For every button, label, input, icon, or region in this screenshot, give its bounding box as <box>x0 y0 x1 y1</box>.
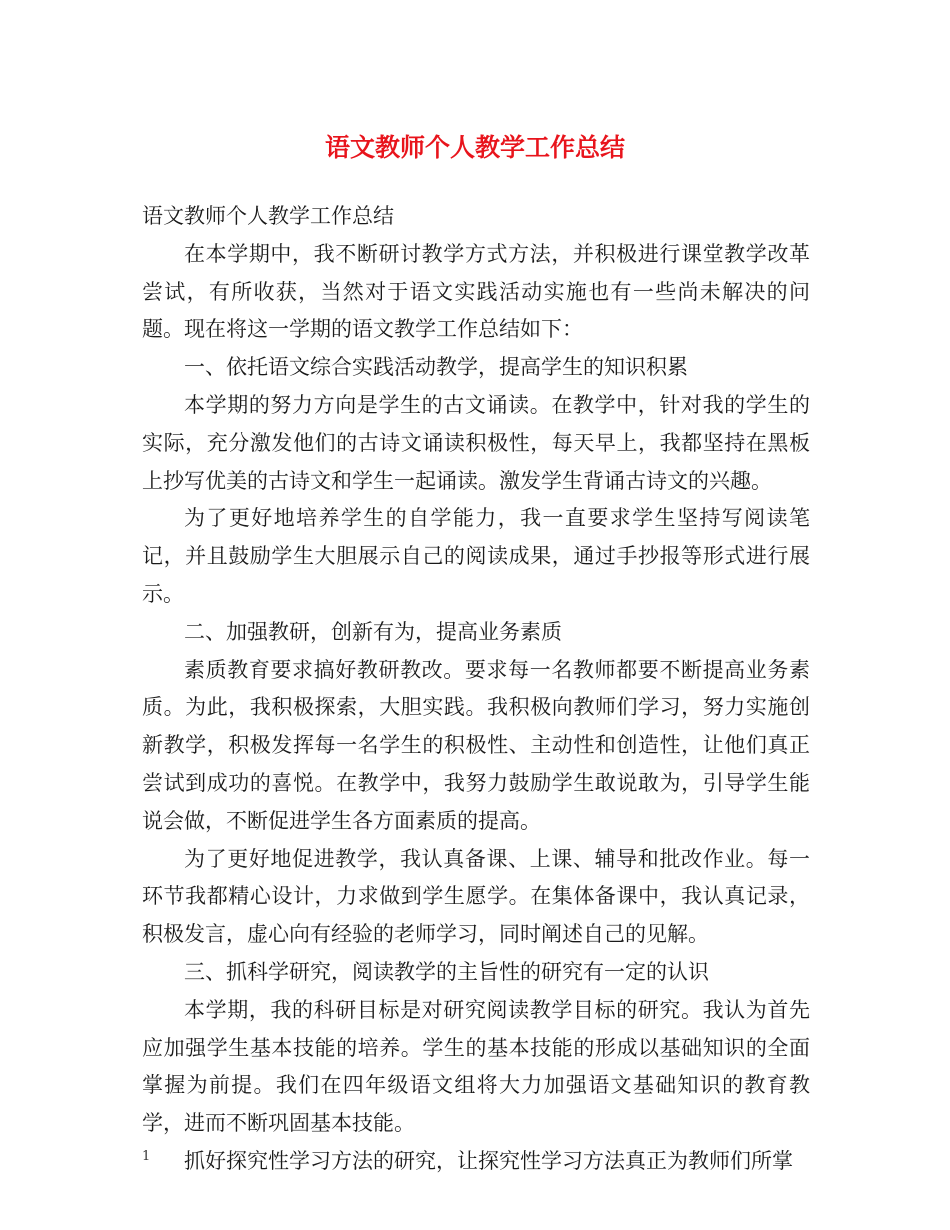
paragraph: 本学期，我的科研目标是对研究阅读教学目标的研究。我认为首先应加强学生基本技能的培养。学生的基本技能的形成以基础知识的全面掌握为前提。我们在四年级语文组将大力加强语文基础知识的教育教学，进而不断巩固基本技能。 <box>142 997 810 1136</box>
document-body <box>142 198 810 1181</box>
paragraph-subtitle: 语文教师个人教学工作总结 <box>142 204 394 228</box>
paragraph: 抓好探究性学习方法的研究，让探究性学习方法真正为教师们所掌 <box>184 1148 793 1173</box>
section-heading-3: 三、抓科学研究，阅读教学的主旨性的研究有一定的认识 <box>184 959 709 984</box>
document-title: 语文教师个人教学工作总结 <box>324 133 625 162</box>
paragraph: 素质教育要求搞好教研教改。要求每一名教师都要不断提高业务素质。为此，我积极探索，大胆实践。我积极向教师们学习，努力实施创新教学，积极发挥每一名学生的积极性、主动性和创造性，让他们真正尝试到成功的喜悦。在教学中，我努力鼓励学生敢说敢为，引导学生能说会做，不断促进学生各方面素质的提高。 <box>142 657 810 833</box>
paragraph: 为了更好地促进教学，我认真备课、上课、辅导和批改作业。每一环节我都精心设计，力求做到学生愿学。在集体备课中，我认真记录，积极发言，虚心向有经验的老师学习，同时阐述自己的见解。 <box>142 846 810 947</box>
section-heading-1: 一、依托语文综合实践活动教学，提高学生的知识积累 <box>184 355 688 380</box>
section-heading-2: 二、加强教研，创新有为，提高业务素质 <box>184 619 562 644</box>
paragraph: 本学期的努力方向是学生的古文诵读。在教学中，针对我的学生的实际，充分激发他们的古诗文诵读积极性，每天早上，我都坚持在黑板上抄写优美的古诗文和学生一起诵读。激发学生背诵古诗文的兴趣。 <box>142 392 810 493</box>
paragraph-intro: 在本学期中，我不断研讨教学方式方法，并积极进行课堂教学改革尝试，有所收获，当然对于语文实践活动实施也有一些尚未解决的问题。现在将这一学期的语文教学工作总结如下： <box>142 241 810 342</box>
paragraph: 为了更好地培养学生的自学能力，我一直要求学生坚持写阅读笔记，并且鼓励学生大胆展示自己的阅读成果，通过手抄报等形式进行展示。 <box>142 506 810 606</box>
page-number: 1 <box>142 1149 151 1164</box>
